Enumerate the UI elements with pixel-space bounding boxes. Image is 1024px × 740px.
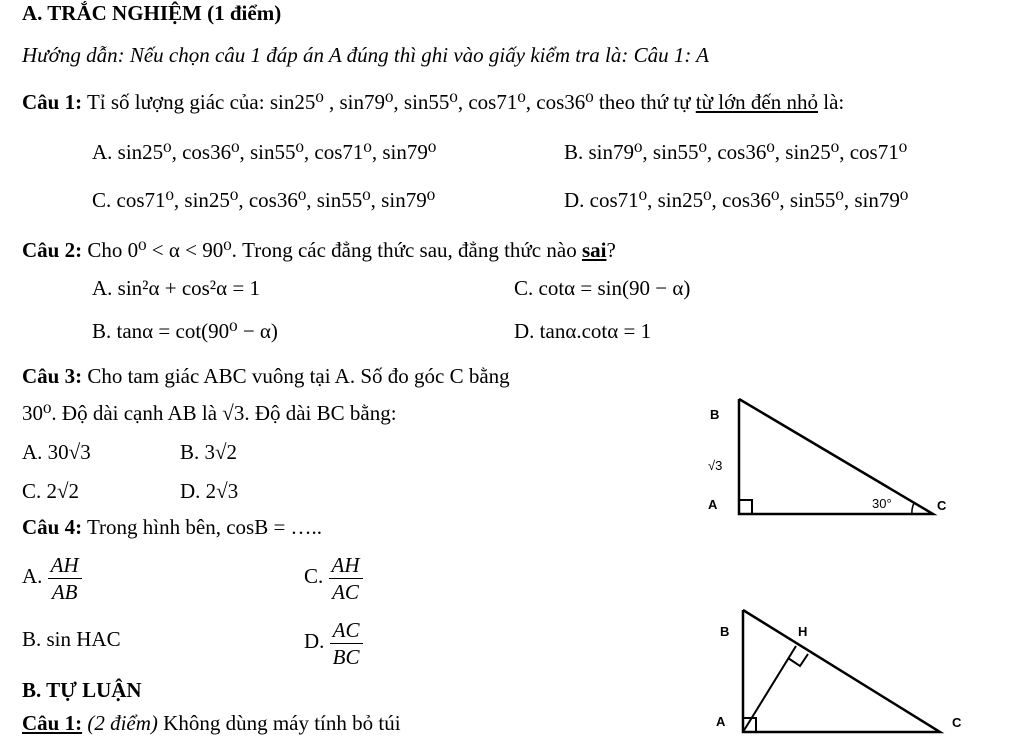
question-4-option-b: B. sin HAC: [22, 627, 121, 651]
triangle-abc-sides: [739, 399, 933, 514]
triangle-abc-sides: [743, 610, 940, 732]
question-1-underlined: từ lớn đến nhỏ: [695, 90, 818, 114]
question-1-label: Câu 1:: [22, 90, 83, 114]
essay-question-1: [22, 710, 401, 736]
option-c-prefix: C.: [304, 564, 324, 588]
vertex-label-a: A: [716, 714, 726, 729]
question-3-option-d: D. 2√3: [180, 479, 239, 503]
vertex-label-b: B: [720, 624, 730, 639]
question-1-option-a: A. sin25⁰, cos36⁰, sin55⁰, cos71⁰, sin79⁰: [92, 140, 437, 164]
question-2-option-c: C. cotα = sin(90 − α): [514, 276, 691, 300]
fraction-denominator: AB: [51, 579, 78, 604]
question-3-option-a: A. 30√3: [22, 440, 91, 464]
question-1-tail: là:: [823, 90, 845, 114]
question-4-text: Trong hình bên, cosB = …..: [86, 515, 323, 539]
fraction-ah-ac: [329, 552, 363, 605]
angle-arc-c: [912, 503, 914, 514]
essay-question-1-points: (2 điểm): [87, 711, 158, 735]
question-1-option-c: C. cos71⁰, sin25⁰, cos36⁰, sin55⁰, sin79⁰: [92, 188, 436, 212]
question-1-text: Tỉ số lượng giác của: sin25⁰ , sin79⁰, sin55⁰, cos71⁰, cos36⁰ theo thứ tự: [86, 90, 691, 114]
fraction-denominator: AC: [332, 579, 359, 604]
question-3: [22, 363, 510, 389]
question-1-option-d: D. cos71⁰, sin25⁰, cos36⁰, sin55⁰, sin79⁰: [564, 188, 909, 212]
option-d-prefix: D.: [304, 629, 325, 653]
fraction-numerator: AH: [329, 552, 363, 579]
essay-question-1-text: Không dùng máy tính bỏ túi: [163, 711, 401, 735]
section-a-heading: A. TRẮC NGHIỆM (1 điểm): [22, 1, 282, 25]
question-2-underlined: sai: [581, 238, 607, 262]
section-b-heading: B. TỰ LUẬN: [22, 678, 142, 702]
question-2-option-d: D. tanα.cotα = 1: [514, 319, 652, 343]
side-label-ab: √3: [708, 458, 723, 473]
question-1: [22, 89, 844, 115]
fraction-ac-bc: [330, 617, 363, 670]
vertex-label-a: A: [708, 497, 718, 512]
question-4-label: Câu 4:: [22, 515, 83, 539]
question-2-option-a: A. sin²α + cos²α = 1: [92, 276, 260, 300]
question-3-triangle-figure: [700, 395, 970, 525]
question-1-option-b: B. sin79⁰, sin55⁰, cos36⁰, sin25⁰, cos71⁰: [564, 140, 908, 164]
option-a-prefix: A.: [22, 564, 43, 588]
question-2-text: Cho 0⁰ < α < 90⁰. Trong các đẳng thức sau, đẳng thức nào: [87, 238, 577, 262]
fraction-denominator: BC: [332, 644, 360, 669]
question-2-label: Câu 2:: [22, 238, 83, 262]
question-3-text-line2: 30⁰. Độ dài cạnh AB là √3. Độ dài BC bằng:: [22, 401, 397, 425]
question-4-option-d: [304, 614, 363, 670]
question-2: [22, 237, 616, 263]
fraction-numerator: AH: [48, 552, 82, 579]
essay-question-1-label: Câu 1:: [22, 711, 83, 735]
question-3-label: Câu 3:: [22, 364, 83, 388]
question-2-option-b: B. tanα = cot(90⁰ − α): [92, 319, 278, 343]
angle-label-c: 30°: [872, 496, 892, 511]
instruction-text: Hướng dẫn: Nếu chọn câu 1 đáp án A đúng thì ghi vào giấy kiểm tra là: Câu 1: A: [22, 43, 710, 67]
vertex-label-c: C: [952, 715, 962, 730]
question-3-option-c: C. 2√2: [22, 479, 80, 503]
question-4-option-c: [304, 549, 363, 605]
question-3-option-b: B. 3√2: [180, 440, 238, 464]
question-3-text-line1: Cho tam giác ABC vuông tại A. Số đo góc C bằng: [87, 364, 510, 388]
fraction-numerator: AC: [330, 617, 363, 644]
fraction-ah-ab: [48, 552, 82, 605]
question-4: [22, 514, 322, 540]
right-angle-marker-a: [739, 500, 752, 514]
vertex-label-b: B: [710, 407, 720, 422]
question-2-tail: ?: [606, 238, 616, 262]
vertex-label-h: H: [798, 624, 808, 639]
question-4-triangle-figure: [700, 600, 970, 740]
question-4-option-a: [22, 549, 82, 605]
vertex-label-c: C: [937, 498, 947, 513]
